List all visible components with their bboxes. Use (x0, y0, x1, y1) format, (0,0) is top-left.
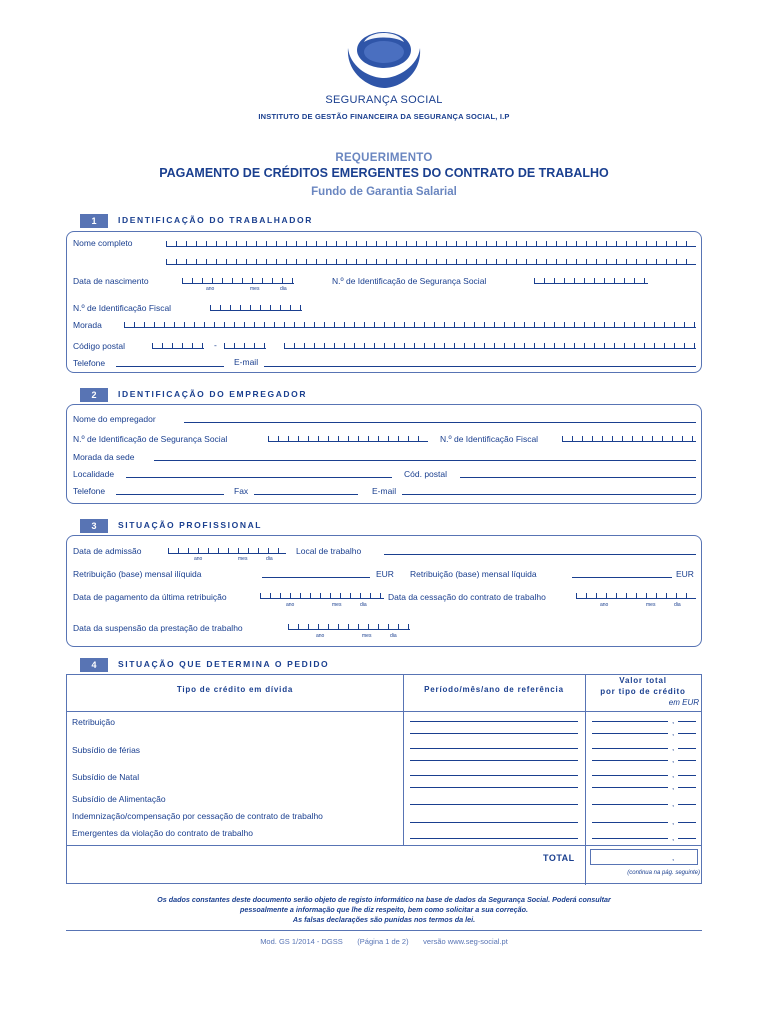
ret-iliquida-field[interactable] (262, 577, 370, 578)
brand-name: SEGURANÇA SOCIAL (325, 94, 443, 106)
periodo-field[interactable] (410, 748, 578, 749)
notice-line-3: As falsas declarações são punidas nos termos da lei. (292, 915, 476, 924)
valor-field[interactable] (592, 748, 668, 749)
section-1-box (66, 231, 702, 373)
emp-email-field[interactable] (402, 494, 696, 495)
decimal-comma: , (672, 755, 675, 764)
nome-field-1[interactable] (166, 238, 696, 247)
empregador-field[interactable] (184, 422, 696, 423)
row-violacao: Emergentes da violação do contrato de trabalho (72, 828, 253, 838)
col-divider (403, 675, 404, 845)
nome-label: Nome completo (73, 238, 133, 248)
cpostal-field-2[interactable] (224, 340, 266, 349)
valor-field[interactable] (592, 733, 668, 734)
valor-cents-field[interactable] (678, 822, 696, 823)
section-number: 2 (80, 388, 108, 402)
nif-label: N.º de Identificação Fiscal (73, 303, 172, 313)
cessacao-label: Data da cessação do contrato de trabalho (388, 592, 546, 602)
section-3-header (80, 519, 280, 533)
ret-liquida-label: Retribuição (base) mensal líquida (410, 569, 537, 579)
cessacao-field[interactable] (576, 590, 696, 599)
empregador-label: Nome do empregador (73, 414, 156, 424)
notice-line-1: Os dados constantes deste documento serão objeto de registo informático na base de dados da Segurança Social. Poderá consultar (157, 895, 611, 904)
admissao-field[interactable] (168, 545, 286, 554)
cpostal-label: Código postal (73, 341, 125, 351)
valor-cents-field[interactable] (678, 760, 696, 761)
dia-hint: dia (674, 602, 681, 608)
section-2-header (80, 388, 308, 402)
valor-field[interactable] (592, 787, 668, 788)
niss-field[interactable] (534, 275, 648, 284)
decimal-comma: , (672, 853, 675, 862)
cpostal-dash: - (214, 340, 217, 350)
valor-cents-field[interactable] (678, 721, 696, 722)
ret-liquida-field[interactable] (572, 577, 672, 578)
section-title: IDENTIFICAÇÃO DO TRABALHADOR (118, 215, 313, 225)
emp-email-label: E-mail (372, 486, 397, 496)
cpostal-field-1[interactable] (152, 340, 204, 349)
periodo-field[interactable] (410, 760, 578, 761)
eur-label: EUR (376, 569, 394, 579)
section-number: 1 (80, 214, 108, 228)
decimal-comma: , (672, 833, 675, 842)
decimal-comma: , (672, 743, 675, 752)
emp-telefone-label: Telefone (73, 486, 106, 496)
niss-label: N.º de Identificação de Segurança Social (332, 276, 487, 286)
localidade-field[interactable] (126, 477, 392, 478)
fax-field[interactable] (254, 494, 358, 495)
col-valor-header-1: Valor total (619, 676, 667, 685)
emp-niss-label: N.º de Identificação de Segurança Social (73, 434, 228, 444)
nascimento-field[interactable] (182, 275, 294, 284)
ano-hint: ano (194, 556, 203, 562)
total-field[interactable] (590, 849, 698, 865)
valor-field[interactable] (592, 804, 668, 805)
mes-hint: mes (238, 556, 248, 562)
row-alimentacao: Subsídio de Alimentação (72, 794, 166, 804)
valor-field[interactable] (592, 775, 668, 776)
periodo-field[interactable] (410, 787, 578, 788)
section-title: IDENTIFICAÇÃO DO EMPREGADOR (118, 389, 308, 399)
valor-cents-field[interactable] (678, 838, 696, 839)
valor-field[interactable] (592, 838, 668, 839)
local-label: Local de trabalho (296, 546, 362, 556)
emp-nif-field[interactable] (562, 433, 696, 442)
valor-cents-field[interactable] (678, 787, 696, 788)
section-1-header (80, 214, 313, 228)
mes-hint: mes (250, 286, 260, 292)
valor-cents-field[interactable] (678, 804, 696, 805)
valor-field[interactable] (592, 822, 668, 823)
section-number: 3 (80, 519, 108, 533)
emp-cpostal-label: Cód. postal (404, 469, 447, 479)
decimal-comma: , (672, 782, 675, 791)
ano-hint: ano (206, 286, 215, 292)
suspensao-field[interactable] (288, 621, 410, 630)
mes-hint: mes (646, 602, 656, 608)
ano-hint: ano (600, 602, 609, 608)
section-title: SITUAÇÃO QUE DETERMINA O PEDIDO (118, 659, 330, 669)
valor-cents-field[interactable] (678, 748, 696, 749)
ano-hint: ano (286, 602, 295, 608)
row-natal: Subsídio de Natal (72, 772, 140, 782)
valor-cents-field[interactable] (678, 775, 696, 776)
header-divider (67, 711, 701, 712)
decimal-comma: , (672, 716, 675, 725)
localidade-postal-field[interactable] (284, 340, 696, 349)
dia-hint: dia (280, 286, 287, 292)
emp-telefone-field[interactable] (116, 494, 224, 495)
col-divider (585, 675, 586, 885)
total-label: TOTAL (543, 853, 575, 863)
decimal-comma: , (672, 799, 675, 808)
continua-note: (continua na pág. seguinte) (627, 870, 700, 876)
fax-label: Fax (234, 486, 249, 496)
mes-hint: mes (332, 602, 342, 608)
emp-cpostal-field[interactable] (460, 477, 696, 478)
col-tipo-header: Tipo de crédito em dívida (176, 685, 294, 694)
row-indemnizacao: Indemnização/compensação por cessação de contrato de trabalho (72, 811, 323, 821)
nome-field-2[interactable] (166, 256, 696, 265)
periodo-field[interactable] (410, 838, 578, 839)
row-retribuicao: Retribuição (72, 717, 115, 727)
doc-type: REQUERIMENTO (335, 152, 433, 164)
valor-cents-field[interactable] (678, 733, 696, 734)
emp-nif-label: N.º de Identificação Fiscal (440, 434, 539, 444)
localidade-label: Localidade (73, 469, 115, 479)
email-field[interactable] (264, 366, 696, 367)
dia-hint: dia (360, 602, 367, 608)
ret-iliquida-label: Retribuição (base) mensal ilíquida (73, 569, 202, 579)
periodo-field[interactable] (410, 733, 578, 734)
section-number: 4 (80, 658, 108, 672)
emp-niss-field[interactable] (268, 433, 428, 442)
nascimento-label: Data de nascimento (73, 276, 149, 286)
nif-field[interactable] (210, 302, 302, 311)
col-periodo-header: Período/mês/ano de referência (424, 685, 564, 694)
dia-hint: dia (266, 556, 273, 562)
telefone-label: Telefone (73, 358, 106, 368)
page-title: PAGAMENTO DE CRÉDITOS EMERGENTES DO CONTRATO DE TRABALHO (159, 166, 609, 180)
sede-field[interactable] (154, 460, 696, 461)
pag-ultima-field[interactable] (260, 590, 384, 599)
row-ferias: Subsídio de férias (72, 745, 141, 755)
eur-label: EUR (676, 569, 694, 579)
periodo-field[interactable] (410, 804, 578, 805)
admissao-label: Data de admissão (73, 546, 142, 556)
suspensao-label: Data da suspensão da prestação de trabalho (73, 623, 243, 633)
periodo-field[interactable] (410, 775, 578, 776)
page-subtitle: Fundo de Garantia Salarial (311, 186, 457, 198)
institute-name: INSTITUTO DE GESTÃO FINANCEIRA DA SEGURANÇA SOCIAL, I.P (258, 112, 510, 121)
dia-hint: dia (390, 633, 397, 639)
local-field[interactable] (384, 554, 696, 555)
notice-line-2: pessoalmente a informação que lhe diz respeito, bem como solicitar a sua correção. (240, 905, 528, 914)
pag-ultima-label: Data de pagamento da última retribuição (73, 592, 227, 602)
sede-label: Morada da sede (73, 452, 135, 462)
telefone-field[interactable] (116, 366, 224, 367)
valor-field[interactable] (592, 721, 668, 722)
footer-text: Mod. GS 1/2014 - DGSS (Página 1 de 2) versão www.seg-social.pt (260, 937, 508, 946)
morada-field[interactable] (124, 319, 696, 328)
valor-field[interactable] (592, 760, 668, 761)
decimal-comma: , (672, 770, 675, 779)
col-valor-header-2: por tipo de crédito (600, 687, 686, 696)
footer-rule (66, 930, 702, 931)
morada-label: Morada (73, 320, 102, 330)
section-title: SITUAÇÃO PROFISSIONAL (118, 520, 263, 530)
decimal-comma: , (672, 817, 675, 826)
section-4-header (80, 658, 330, 672)
decimal-comma: , (672, 728, 675, 737)
total-divider (67, 845, 701, 846)
periodo-field[interactable] (410, 721, 578, 722)
email-label: E-mail (234, 357, 259, 367)
mes-hint: mes (362, 633, 372, 639)
col-valor-unit: em EUR (668, 698, 699, 707)
seguranca-social-logo (334, 28, 434, 92)
periodo-field[interactable] (410, 822, 578, 823)
ano-hint: ano (316, 633, 325, 639)
